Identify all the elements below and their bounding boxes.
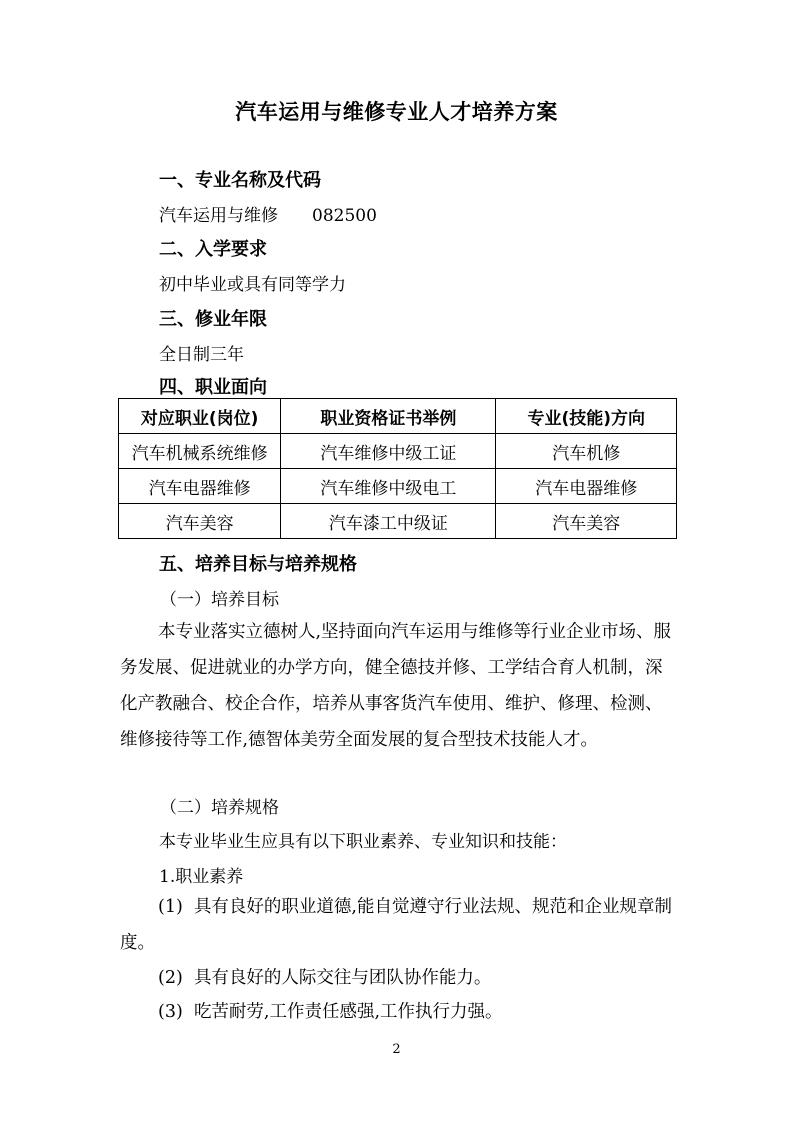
section-4-heading: 四、职业面向 [159, 377, 267, 398]
spec-item [120, 889, 676, 961]
table-row [119, 469, 677, 504]
spec-item [120, 960, 676, 996]
table-cell: 汽车漆工中级证 [281, 504, 496, 539]
item-text: 具有良好的职业道德,能自觉遵守行业法规、规范和企业规章制度。 [120, 897, 672, 953]
spec-intro: 本专业毕业生应具有以下职业素养、专业知识和技能： [159, 832, 567, 852]
table-header-cell: 专业(技能)方向 [496, 399, 677, 434]
subsection-goal-heading: （一）培养目标 [160, 590, 279, 610]
page-number: 2 [392, 1042, 401, 1057]
goal-paragraph: 本专业落实立德树人,坚持面向汽车运用与维修等行业企业市场、服务发展、促进就业的办学方向，健全德技并修、工学结合育人机制，深化产教融合、校企合作，培养从事客货汽车使用、维护、修理、检测、维修接待等工作,德智体美劳全面发展的复合型技术技能人才。 [120, 622, 672, 750]
table-header-row [119, 399, 677, 434]
section-5-heading: 五、培养目标与培养规格 [159, 554, 357, 575]
section-2-heading: 二、入学要求 [159, 239, 267, 260]
duration-text: 全日制三年 [159, 345, 244, 365]
table-cell: 汽车机械系统维修 [119, 434, 281, 469]
table-cell: 汽车美容 [496, 504, 677, 539]
table-cell: 汽车维修中级工证 [281, 434, 496, 469]
item-text: 吃苦耐劳,工作责任感强,工作执行力强。 [193, 1002, 503, 1022]
major-name: 汽车运用与维修 [159, 206, 278, 226]
table-row [119, 434, 677, 469]
career-table [118, 398, 677, 539]
item-number: (2) [158, 968, 183, 988]
table-cell: 汽车维修中级电工 [281, 469, 496, 504]
major-name-code [159, 201, 377, 226]
subsection-spec-heading: （二）培养规格 [160, 798, 279, 818]
section-3-heading: 三、修业年限 [159, 309, 267, 330]
item-number: (1) [158, 897, 183, 917]
admission-text: 初中毕业或具有同等学力 [159, 275, 346, 295]
document-title: 汽车运用与维修专业人才培养方案 [235, 100, 558, 124]
section-1-heading: 一、专业名称及代码 [159, 170, 321, 191]
table-cell: 汽车机修 [496, 434, 677, 469]
item-text: 具有良好的人际交往与团队协作能力。 [193, 968, 492, 988]
major-code: 082500 [312, 206, 377, 226]
table-cell: 汽车美容 [119, 504, 281, 539]
item-number: (3) [158, 1002, 183, 1022]
table-cell: 汽车电器维修 [119, 469, 281, 504]
spec-item [120, 994, 676, 1030]
table-row [119, 504, 677, 539]
table-header-cell: 职业资格证书举例 [281, 399, 496, 434]
table-header-cell: 对应职业(岗位) [119, 399, 281, 434]
item-1-title: 1.职业素养 [159, 867, 244, 887]
table-cell: 汽车电器维修 [496, 469, 677, 504]
